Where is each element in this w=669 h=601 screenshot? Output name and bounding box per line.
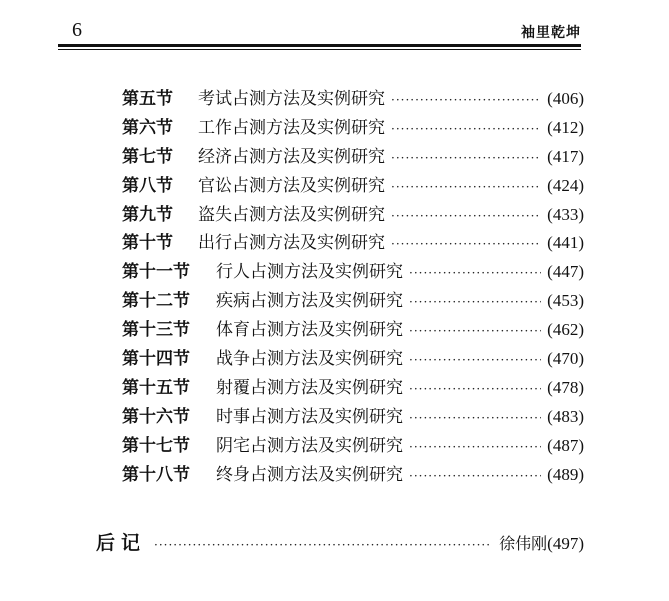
toc-leader [409,324,541,338]
toc-page: (447) [547,262,584,282]
toc-entry[interactable] [122,84,584,113]
toc-page: (470) [547,349,584,369]
toc-leader [409,440,541,454]
toc-section: 第八节 [122,175,173,196]
toc-title: 考试占测方法及实例研究 [198,89,385,109]
toc-section: 第十五节 [122,377,190,398]
toc-section: 第十八节 [122,464,190,485]
toc-entry[interactable] [122,344,584,373]
toc-section: 第十二节 [122,291,190,312]
toc-title: 官讼占测方法及实例研究 [198,175,385,196]
toc-title: 终身占测方法及实例研究 [216,464,403,485]
toc-page: (483) [547,406,584,426]
toc-title: 射覆占测方法及实例研究 [216,377,403,398]
toc-leader [391,237,541,251]
toc-entry[interactable] [122,113,584,142]
toc-leader [409,382,541,396]
toc-leader [391,93,541,107]
toc-entry[interactable] [122,142,584,171]
toc-leader [409,411,541,425]
toc-section: 第十六节 [122,406,190,427]
toc-page: (417) [547,146,584,166]
toc-title: 疾病占测方法及实例研究 [216,291,403,312]
toc-title: 战争占测方法及实例研究 [216,349,403,370]
toc-title: 体育占测方法及实例研究 [216,320,403,341]
toc-title: 阴宅占测方法及实例研究 [216,435,403,456]
toc-page: (462) [547,320,584,340]
toc-title: 经济占测方法及实例研究 [198,146,385,167]
toc-entry[interactable] [122,373,584,402]
toc-page: (406) [547,89,584,108]
toc-leader [391,180,541,194]
toc-section: 第九节 [122,204,173,225]
toc-section: 第十三节 [122,320,190,341]
toc-entry[interactable] [122,257,584,286]
toc-leader [391,209,541,223]
toc-leader [409,353,541,367]
toc-section: 第十七节 [122,435,190,456]
toc-entry[interactable] [122,460,584,489]
toc-entry[interactable] [122,228,584,257]
toc-page: (453) [547,291,584,311]
table-of-contents [122,84,584,488]
toc-entry[interactable] [122,431,584,460]
toc-section: 第七节 [122,146,173,167]
toc-section: 第十一节 [122,262,190,283]
toc-section: 第六节 [122,117,173,138]
header-rule-thin [58,49,581,50]
toc-page: (424) [547,175,584,195]
postscript-author: 徐伟刚 [499,534,548,553]
header-rule-thick [58,44,581,47]
toc-entry[interactable] [122,402,584,431]
toc-leader [154,538,491,552]
toc-page: (441) [547,233,584,253]
toc-title: 行人占测方法及实例研究 [216,262,403,283]
toc-leader [409,266,541,280]
running-title: 袖里乾坤 [521,25,581,41]
toc-page: (489) [547,464,584,484]
toc-entry[interactable] [122,200,584,229]
page-number: 6 [72,19,82,41]
postscript-entry[interactable] [96,528,584,555]
toc-entry[interactable] [122,171,584,200]
toc-title: 出行占测方法及实例研究 [198,233,385,254]
toc-entry[interactable] [122,286,584,315]
toc-leader [409,469,541,483]
postscript-page: (497) [547,534,584,553]
toc-section: 第十节 [122,233,173,254]
toc-title: 工作占测方法及实例研究 [198,117,385,138]
page-header [72,18,581,44]
toc-page: (412) [547,117,584,137]
postscript-title: 后记 [96,532,147,554]
toc-page: (487) [547,435,584,455]
toc-leader [409,295,541,309]
toc-leader [391,122,541,136]
toc-title: 时事占测方法及实例研究 [216,406,403,427]
toc-page: (478) [547,377,584,397]
toc-leader [391,151,541,165]
toc-section: 第五节 [122,89,173,109]
toc-section: 第十四节 [122,349,190,370]
toc-page: (433) [547,204,584,224]
toc-title: 盗失占测方法及实例研究 [198,204,385,225]
toc-entry[interactable] [122,315,584,344]
